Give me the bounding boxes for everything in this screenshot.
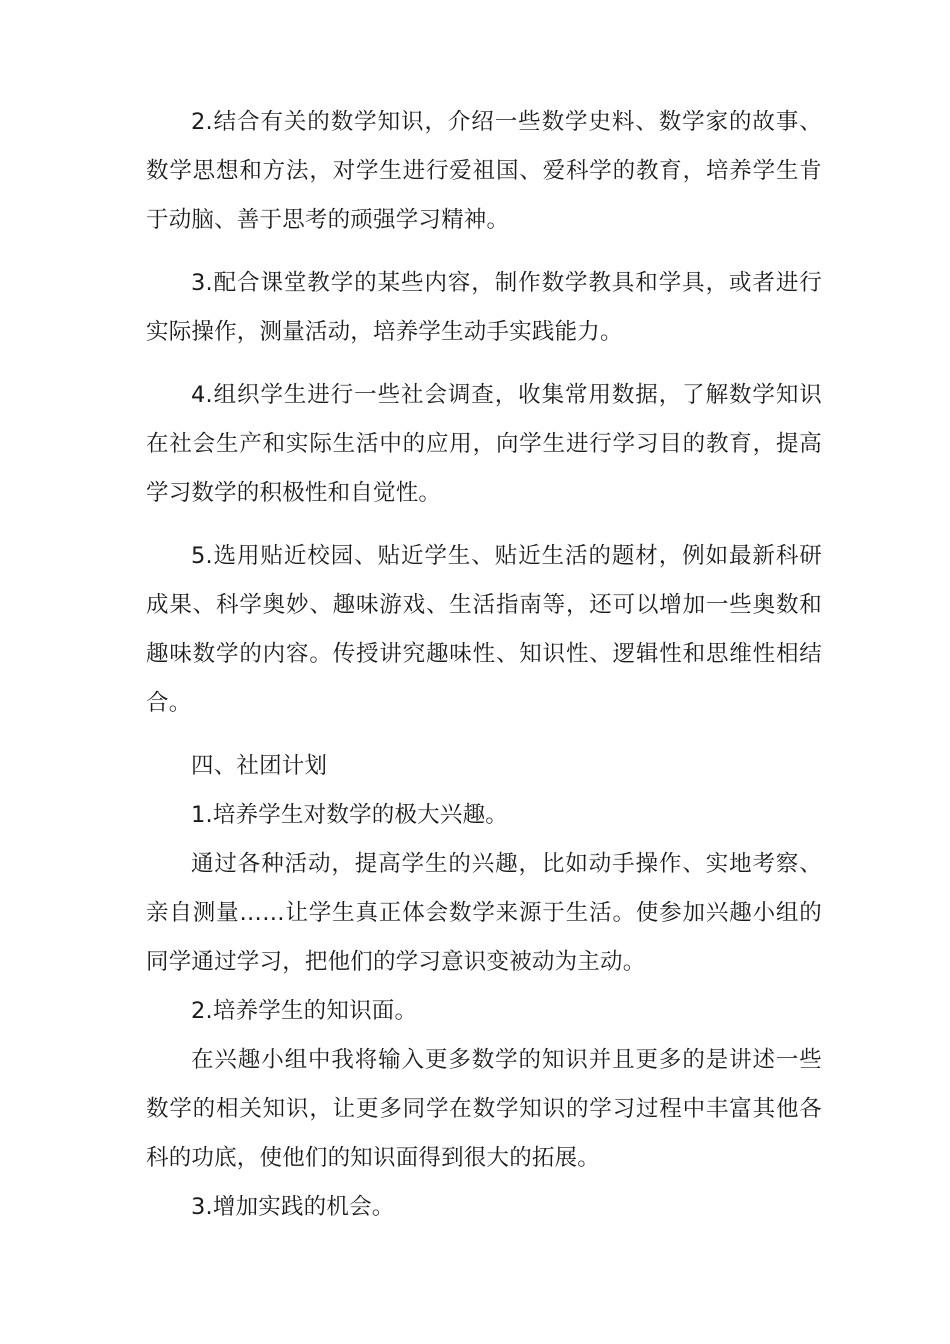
plan-item-1-body: 通过各种活动，提高学生的兴趣，比如动手操作、实地考察、亲自测量……让学生真正体会数学来源于生活。使参加兴趣小组的同学通过学习，把他们的学习意识变被动为主动。: [146, 851, 822, 975]
document-body: [146, 98, 822, 1232]
plan-item-3-heading: 3.增加实践的机会。: [191, 1194, 395, 1220]
plan-item-1-heading: 1.培养学生对数学的极大兴趣。: [191, 802, 508, 828]
section-heading-club-plan: 四、社团计划: [191, 753, 328, 779]
paragraph-item-4-social-survey: 4.组织学生进行一些社会调查，收集常用数据，了解数学知识在社会生产和实际生活中的应用，向学生进行学习目的教育，提高学习数学的积极性和自觉性。: [146, 382, 822, 506]
paragraph-item-2-history: 2.结合有关的数学知识，介绍一些数学史料、数学家的故事、数学思想和方法，对学生进行爱祖国、爱科学的教育，培养学生肯于动脑、善于思考的顽强学习精神。: [146, 109, 822, 233]
paragraph-item-5-topics: 5.选用贴近校园、贴近学生、贴近生活的题材，例如最新科研成果、科学奥妙、趣味游戏、生活指南等，还可以增加一些奥数和趣味数学的内容。传授讲究趣味性、知识性、逻辑性和思维性相结合。: [146, 543, 822, 716]
paragraph-item-3-teaching-aids: 3.配合课堂教学的某些内容，制作数学教具和学具，或者进行实际操作，测量活动，培养学生动手实践能力。: [146, 270, 822, 345]
plan-item-2-body: 在兴趣小组中我将输入更多数学的知识并且更多的是讲述一些数学的相关知识，让更多同学在数学知识的学习过程中丰富其他各科的功底，使他们的知识面得到很大的拓展。: [146, 1047, 822, 1171]
plan-item-2-heading: 2.培养学生的知识面。: [191, 998, 418, 1024]
